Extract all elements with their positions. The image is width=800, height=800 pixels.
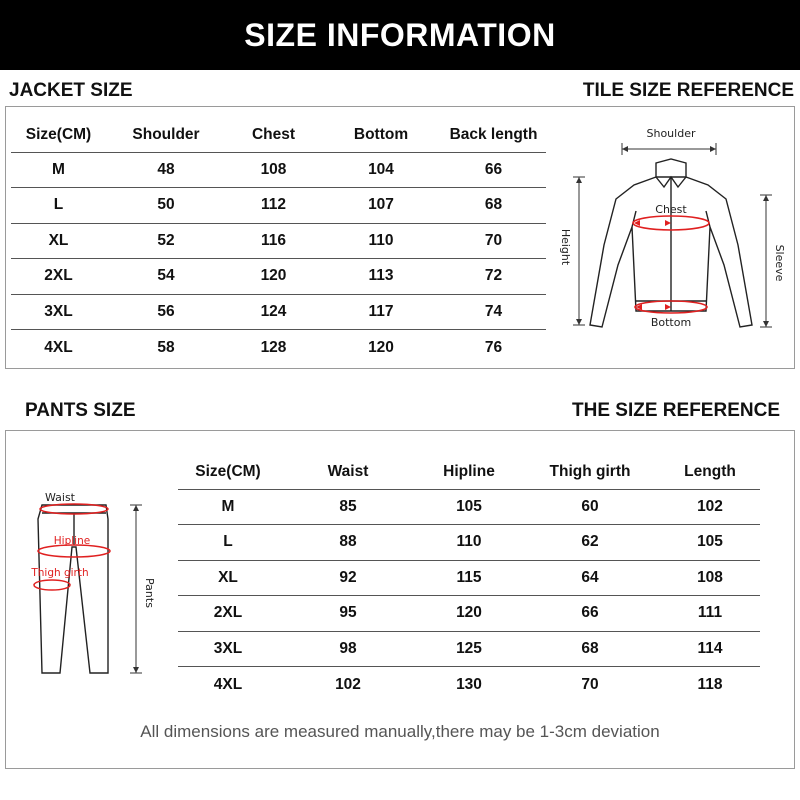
measurement-cell: 48 (106, 152, 226, 188)
measurement-cell: 108 (226, 152, 321, 188)
hipline-label: Hipline (53, 535, 91, 547)
measurement-cell: 125 (418, 631, 520, 667)
table-row (11, 152, 546, 188)
column-header: Length (660, 457, 760, 489)
measurement-cell: 111 (660, 596, 760, 632)
shoulder-measure-arrow (622, 143, 716, 155)
column-header: Waist (278, 457, 418, 489)
measurement-cell: 56 (106, 294, 226, 330)
measurement-cell: 120 (368, 338, 394, 356)
pants-reference-title: THE SIZE REFERENCE (572, 400, 780, 421)
measurement-cell: 114 (660, 631, 760, 667)
table-row (11, 259, 546, 295)
measurement-cell: 76 (484, 338, 503, 356)
table-row (178, 560, 760, 596)
measurement-cell: 108 (660, 560, 760, 596)
column-header: Bottom (321, 120, 441, 152)
column-header: Back length (441, 120, 546, 152)
measurement-cell: 118 (697, 675, 723, 693)
measurement-cell: 52 (106, 223, 226, 259)
column-header: Chest (226, 120, 321, 152)
height-label: Height (559, 228, 572, 266)
jacket-size-table (11, 120, 546, 365)
size-label-cell: L (11, 188, 106, 224)
column-header: Thigh girth (520, 457, 660, 489)
measurement-cell: 115 (418, 560, 520, 596)
measurement-cell: 70 (581, 675, 599, 693)
measurement-cell: 95 (278, 596, 418, 632)
jacket-reference-title: TILE SIZE REFERENCE (582, 80, 794, 101)
pants-length-label: Pants (143, 578, 156, 608)
measurement-cell: 68 (441, 188, 546, 224)
pants-diagram (20, 489, 170, 684)
height-measure-arrow (573, 177, 585, 325)
table-row (178, 667, 760, 703)
measurement-cell: 128 (260, 338, 287, 356)
measurement-cell: 66 (441, 152, 546, 188)
pants-section-title: PANTS SIZE (25, 400, 136, 421)
table-row (178, 525, 760, 561)
sleeve-label: Sleeve (773, 244, 786, 282)
waist-label: Waist (44, 491, 76, 504)
table-row (11, 223, 546, 259)
size-label-cell: 3XL (178, 631, 278, 667)
table-row (11, 188, 546, 224)
measurement-deviation-note: All dimensions are measured manually,there may be 1-3cm deviation (140, 722, 660, 741)
table-row (11, 294, 546, 330)
table-row (178, 631, 760, 667)
measurement-cell: 85 (278, 489, 418, 525)
jacket-diagram (554, 115, 786, 335)
table-row (11, 330, 546, 366)
table-row (178, 489, 760, 525)
measurement-cell: 124 (226, 294, 321, 330)
pants-outline-icon (38, 505, 108, 673)
measurement-cell: 104 (321, 152, 441, 188)
size-label-cell: XL (178, 560, 278, 596)
column-header: Shoulder (106, 120, 226, 152)
thigh-label: Thigh girth (31, 567, 89, 579)
pants-panel (5, 430, 795, 769)
chest-label: Chest (655, 203, 687, 216)
column-header: Size(CM) (178, 457, 278, 489)
measurement-cell: 105 (660, 525, 760, 561)
measurement-cell: 117 (321, 294, 441, 330)
measurement-cell: 116 (226, 223, 321, 259)
measurement-cell: 60 (520, 489, 660, 525)
measurement-cell: 98 (278, 631, 418, 667)
measurement-cell: 110 (418, 525, 520, 561)
measurement-cell: 102 (660, 489, 760, 525)
size-label-cell: 2XL (178, 596, 278, 632)
measurement-cell: 64 (520, 560, 660, 596)
measurement-cell: 66 (520, 596, 660, 632)
size-label-cell: 3XL (11, 294, 106, 330)
measurement-cell: 54 (106, 259, 226, 295)
measurement-cell: 50 (106, 188, 226, 224)
size-label-cell: M (11, 152, 106, 188)
page-title: SIZE INFORMATION (0, 0, 800, 70)
jacket-section-title: JACKET SIZE (9, 80, 133, 101)
measurement-cell: 58 (157, 338, 175, 356)
table-row (178, 596, 760, 632)
measurement-cell: 70 (441, 223, 546, 259)
shoulder-label: Shoulder (646, 127, 696, 140)
sleeve-measure-arrow (760, 195, 772, 327)
measurement-cell: 105 (418, 489, 520, 525)
size-label-cell: XL (11, 223, 106, 259)
measurement-cell: 120 (418, 596, 520, 632)
measurement-cell: 130 (456, 675, 482, 693)
measurement-cell: 120 (226, 259, 321, 295)
measurement-cell: 74 (441, 294, 546, 330)
column-header: Size(CM) (11, 120, 106, 152)
pants-size-table (178, 457, 760, 702)
measurement-cell: 92 (278, 560, 418, 596)
size-label-cell: 4XL (213, 675, 243, 693)
size-label-cell: 2XL (11, 259, 106, 295)
size-label-cell: L (178, 525, 278, 561)
measurement-cell: 110 (321, 223, 441, 259)
measurement-cell: 113 (321, 259, 441, 295)
measurement-cell: 72 (441, 259, 546, 295)
bottom-label: Bottom (650, 316, 692, 329)
measurement-cell: 107 (321, 188, 441, 224)
pants-length-arrow (130, 505, 142, 673)
measurement-cell: 62 (520, 525, 660, 561)
jacket-panel (5, 106, 795, 369)
column-header: Hipline (418, 457, 520, 489)
size-label-cell: 4XL (44, 338, 73, 356)
size-label-cell: M (178, 489, 278, 525)
measurement-cell: 88 (278, 525, 418, 561)
measurement-cell: 102 (335, 675, 361, 693)
measurement-cell: 68 (520, 631, 660, 667)
table-header-row (11, 120, 546, 152)
table-header-row (178, 457, 760, 489)
measurement-cell: 112 (226, 188, 321, 224)
